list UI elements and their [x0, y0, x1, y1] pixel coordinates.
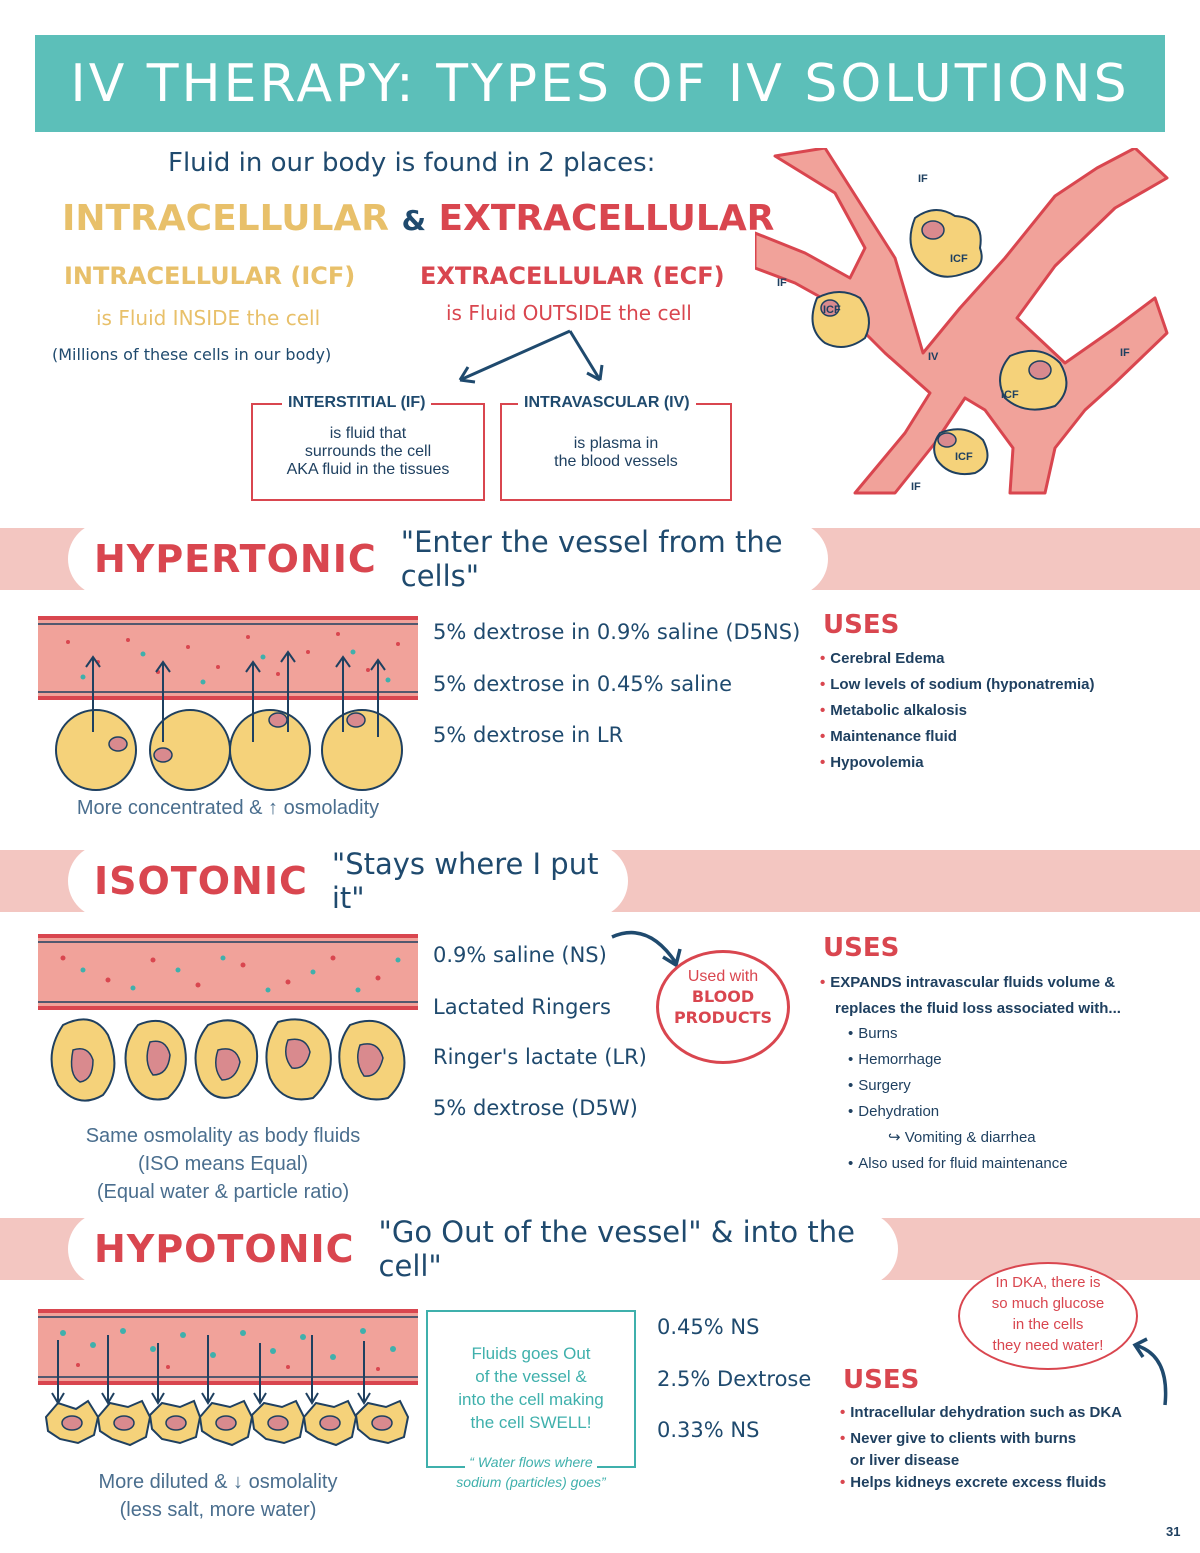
icf-desc: is Fluid INSIDE the cell: [96, 306, 321, 330]
big-extracellular: EXTRACELLULAR: [438, 198, 775, 239]
isotonic-title: ISOTONIC: [94, 859, 308, 903]
isotonic-use-main-2: replaces the fluid loss associated with...: [835, 1000, 1121, 1017]
fluid-out-box: [426, 1310, 636, 1468]
blood-circle-line3: PRODUCTS: [673, 1008, 773, 1027]
hypertonic-use-item: • Maintenance fluid: [820, 728, 957, 745]
hypertonic-title: HYPERTONIC: [94, 537, 377, 581]
icf-note: (Millions of these cells in our body): [52, 345, 332, 364]
split-arrows: [440, 325, 620, 390]
hypotonic-use-2: • Never give to clients with burns: [840, 1430, 1077, 1447]
fluid-box-line4: the cell SWELL!: [470, 1413, 592, 1432]
hypertonic-solution-2: 5% dextrose in 0.45% saline: [433, 672, 733, 696]
isotonic-sub-uses: [848, 1021, 1068, 1177]
isotonic-pill: [68, 844, 628, 918]
interstitial-box: [251, 403, 485, 501]
hypotonic-solution-1: 0.45% NS: [657, 1315, 760, 1339]
hypotonic-illustration: [38, 1305, 418, 1465]
ecf-desc: is Fluid OUTSIDE the cell: [446, 301, 692, 325]
hypertonic-caption: More concentrated & ↑ osmoladity: [76, 797, 380, 819]
interstitial-label: INTERSTITIAL (IF): [282, 394, 431, 412]
isotonic-caption-3: (Equal water & particle ratio): [96, 1181, 350, 1203]
isotonic-use-main-1: • EXPANDS intravascular fluids volume &: [820, 974, 1116, 991]
isotonic-uses-title: USES: [823, 933, 900, 963]
hypertonic-uses-list: [820, 646, 1094, 776]
hypotonic-caption-1: More diluted & ↓ osmolality: [98, 1471, 338, 1493]
dka-line1: In DKA, there is: [995, 1274, 1101, 1291]
hypotonic-use-1: • Intracellular dehydration such as DKA: [840, 1404, 1123, 1421]
blood-circle-line1: Used with: [687, 968, 759, 985]
hypertonic-use-item: • Metabolic alkalosis: [820, 702, 967, 719]
label-icf-1: ICF: [950, 253, 968, 265]
intravascular-box: [500, 403, 732, 501]
isotonic-uses-list: [820, 970, 1121, 1022]
page-header: [35, 35, 1165, 132]
isotonic-dehydration-note: ↪ Vomiting & diarrhea: [888, 1129, 1036, 1146]
hypertonic-illustration: [38, 612, 418, 792]
hypotonic-caption-2: (less salt, more water): [119, 1499, 317, 1521]
hypertonic-pill: [68, 522, 828, 596]
isotonic-caption: [38, 1122, 408, 1206]
blood-circle-line2: BLOOD: [691, 987, 755, 1006]
intravascular-label: INTRAVASCULAR (IV): [518, 394, 696, 412]
isotonic-illustration: [38, 930, 418, 1120]
hypertonic-tagline: "Enter the vessel from the cells": [400, 525, 783, 593]
hypotonic-pill: [68, 1212, 898, 1286]
hypotonic-caption: [38, 1468, 398, 1524]
dka-line4: they need water!: [992, 1337, 1104, 1354]
hypotonic-use-3: • Helps kidneys excrete excess fluids: [840, 1474, 1107, 1491]
interstitial-line3: AKA fluid in the tissues: [286, 461, 450, 478]
hypotonic-solution-3: 0.33% NS: [657, 1418, 760, 1442]
page-number: 31: [1166, 1524, 1181, 1539]
fluid-box-line2: of the vessel &: [475, 1367, 587, 1386]
ecf-title: EXTRACELLULAR (ECF): [420, 262, 725, 290]
isotonic-sub-use: • Burns: [848, 1025, 898, 1042]
hypotonic-solution-2: 2.5% Dextrose: [657, 1367, 812, 1391]
fluid-box-quote: [426, 1452, 636, 1492]
hypotonic-title: HYPOTONIC: [94, 1227, 355, 1271]
hypotonic-uses-title: USES: [843, 1365, 920, 1395]
intravascular-line1: is plasma in: [573, 435, 659, 452]
isotonic-also: • Also used for fluid maintenance: [848, 1155, 1068, 1172]
fluid-quote-line2: sodium (particles) goes”: [456, 1474, 606, 1490]
hypertonic-use-item: • Hypovolemia: [820, 754, 924, 771]
label-if-2: IF: [777, 277, 787, 289]
dka-line3: in the cells: [1012, 1316, 1084, 1333]
label-icf-3: ICF: [1001, 389, 1019, 401]
isotonic-caption-1: Same osmolality as body fluids: [85, 1125, 361, 1147]
big-intracellular: INTRACELLULAR: [62, 198, 390, 239]
hypertonic-uses-title: USES: [823, 610, 900, 640]
intro-lead: Fluid in our body is found in 2 places:: [168, 148, 656, 178]
hypertonic-use-item: • Low levels of sodium (hyponatremia): [820, 676, 1095, 693]
hypotonic-use-2b: or liver disease: [850, 1452, 960, 1469]
label-iv: IV: [928, 351, 939, 363]
fluid-box-line1: Fluids goes Out: [471, 1344, 591, 1363]
hypertonic-use-item: • Cerebral Edema: [820, 650, 945, 667]
hypertonic-solution-1: 5% dextrose in 0.9% saline (D5NS): [433, 620, 801, 644]
vessel-diagram: [755, 148, 1175, 513]
hypotonic-tagline: "Go Out of the vessel" & into the cell": [378, 1215, 855, 1283]
big-ampersand: &: [401, 204, 426, 237]
label-if-1: IF: [918, 173, 928, 185]
label-if-4: IF: [911, 481, 921, 493]
fluid-box-line3: into the cell making: [458, 1390, 604, 1409]
isotonic-solution-2: Lactated Ringers: [433, 995, 611, 1019]
isotonic-solution-4: 5% dextrose (D5W): [433, 1096, 638, 1120]
dka-arrow-icon: [1125, 1335, 1175, 1410]
interstitial-line2: surrounds the cell: [304, 443, 432, 460]
label-if-3: IF: [1120, 347, 1130, 359]
intro-big-heading: [62, 198, 774, 239]
isotonic-solution-1: 0.9% saline (NS): [433, 943, 607, 967]
hypertonic-solution-3: 5% dextrose in LR: [433, 723, 624, 747]
blood-products-circle: [656, 950, 790, 1064]
dka-note-circle: [958, 1262, 1138, 1370]
isotonic-sub-use: • Surgery: [848, 1077, 911, 1094]
isotonic-sub-use: • Hemorrhage: [848, 1051, 942, 1068]
intravascular-line2: the blood vessels: [554, 453, 678, 470]
isotonic-solution-3: Ringer's lactate (LR): [433, 1045, 647, 1069]
page-title: IV THERAPY: TYPES OF IV SOLUTIONS: [70, 53, 1130, 114]
interstitial-line1: is fluid that: [329, 425, 407, 442]
icf-title: INTRACELLULAR (ICF): [64, 262, 356, 290]
fluid-quote-line1: “ Water flows where: [465, 1454, 596, 1470]
dka-line2: so much glucose: [991, 1295, 1105, 1312]
label-icf-2: ICF: [823, 304, 841, 316]
isotonic-sub-use: • Dehydration: [848, 1103, 940, 1120]
isotonic-caption-2: (ISO means Equal): [137, 1153, 309, 1175]
label-icf-4: ICF: [955, 451, 973, 463]
hypotonic-uses-list: [840, 1400, 1122, 1496]
isotonic-tagline: "Stays where I put it": [331, 847, 599, 915]
